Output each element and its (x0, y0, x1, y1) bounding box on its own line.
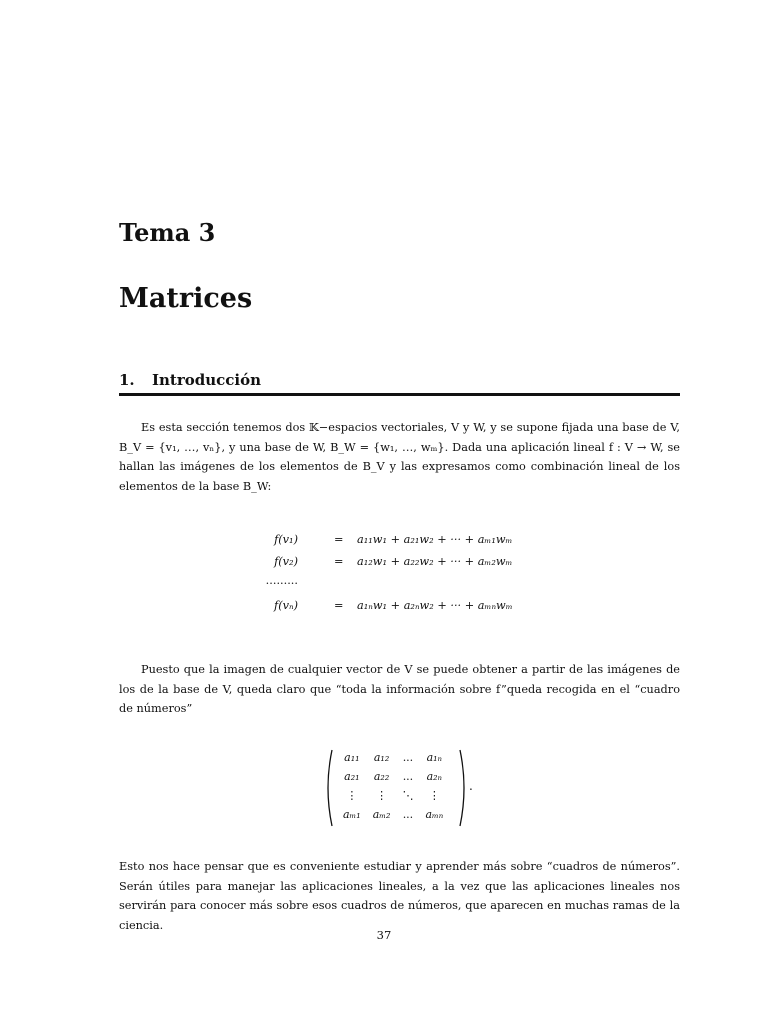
right-parenthesis (460, 750, 464, 826)
equation-ellipsis: ········· (265, 577, 298, 590)
equation-lhs: f(vₙ) (274, 599, 298, 612)
second-paragraph: Puesto que la imagen de cualquier vector de V se puede obtener a partir de las imágenes de los de la base de V, queda claro que “toda la información sobre f”queda recogida en el “cuadro de números” (119, 663, 680, 716)
matrix-row (337, 748, 449, 767)
matrix-row (337, 786, 449, 805)
matrix-cell: ⋮ (376, 789, 388, 802)
matrix-cell: aₘₙ (425, 808, 444, 821)
matrix-row (337, 805, 449, 824)
matrix-cell: ⋱ (402, 789, 414, 802)
section-title: Introducción (152, 371, 262, 389)
equation-relation: = (334, 599, 344, 612)
matrix-cell: ... (402, 751, 414, 764)
matrix-row (337, 767, 449, 786)
intro-paragraph: Es esta sección tenemos dos 𝕂−espacios vectoriales, V y W, y se supone fijada una base de V, B_V = {v₁, …, vₙ}, y una base de W, B_W = {w₁, …, wₘ}. Dada una aplicación lineal f : V → W, se hallan las imágenes de los elementos de B_V y las expresamos como combinación lineal de los elementos de la base B_W: (119, 421, 680, 493)
matrix-cell: ⋮ (346, 789, 358, 802)
matrix-cell: a₁₁ (344, 751, 360, 764)
closing-paragraph: Esto nos hace pensar que es conveniente estudiar y aprender más sobre “cuadros de números”. Serán útiles para manejar las aplicaciones lineales, a la vez que las aplicaciones lineales nos servirán para conocer más sobre esos cuadros de números, que aparecen en muchas ramas de la ciencia. (119, 860, 680, 932)
matrix-cell: aₘ₂ (372, 808, 391, 821)
chapter-label: Tema 3 (119, 218, 216, 247)
section-heading (119, 371, 680, 396)
matrix-cell: a₂₂ (373, 770, 390, 783)
equation-rhs: a₁ₙw₁ + a₂ₙw₂ + ··· + aₘₙwₘ (357, 599, 513, 612)
matrix-cell: aₘ₁ (343, 808, 361, 821)
equation-relation: = (334, 533, 344, 546)
matrix-trailing-period: . (469, 779, 473, 793)
equation-row (260, 599, 580, 619)
equation-rhs: a₁₂w₁ + a₂₂w₂ + ··· + aₘ₂wₘ (357, 555, 513, 568)
equation-relation: = (334, 555, 344, 568)
equation-rhs: a₁₁w₁ + a₂₁w₂ + ··· + aₘ₁wₘ (357, 533, 513, 546)
matrix-entries (337, 748, 449, 824)
matrix-cell: a₁₂ (373, 751, 390, 764)
equation-lhs: f(v₂) (274, 555, 298, 568)
matrix-cell: ⋮ (428, 789, 440, 802)
matrix-cell: a₂ₙ (426, 770, 443, 783)
coefficient-matrix (323, 748, 473, 828)
left-parenthesis (328, 750, 332, 826)
matrix-cell: ... (402, 770, 414, 783)
equation-lhs: f(v₁) (274, 533, 298, 546)
matrix-cell: a₂₁ (344, 770, 360, 783)
equation-row (260, 577, 580, 597)
matrix-cell: a₁ₙ (426, 751, 443, 764)
page-number: 37 (376, 928, 392, 942)
section-number: 1. (119, 371, 135, 389)
matrix-cell: ... (402, 808, 414, 821)
chapter-title: Matrices (119, 283, 253, 314)
equation-row (260, 533, 580, 553)
equation-row (260, 555, 580, 575)
